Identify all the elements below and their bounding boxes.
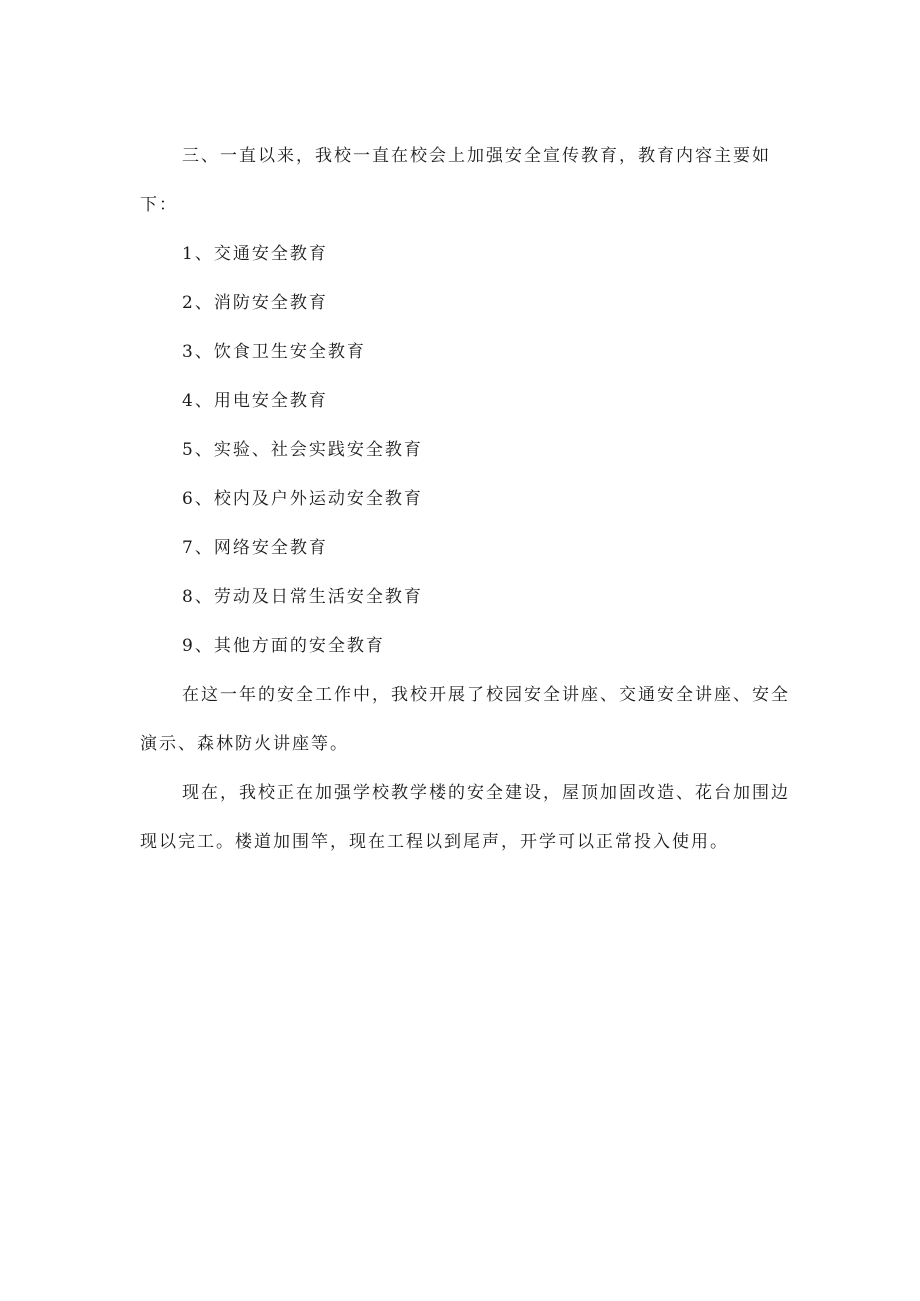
document-body: [140, 132, 800, 867]
list-item: 7、网络安全教育: [182, 538, 328, 558]
education-content-list: [140, 230, 800, 671]
list-item: 9、其他方面的安全教育: [182, 636, 385, 656]
list-item: 1、交通安全教育: [182, 244, 328, 264]
construction-paragraph: 现在，我校正在加强学校教学楼的安全建设，屋顶加固改造、花台加围边现以完工。楼道加围竿，现在工程以到尾声，开学可以正常投入使用。: [140, 783, 790, 852]
intro-paragraph: 三、一直以来，我校一直在校会上加强安全宣传教育，教育内容主要如下：: [140, 146, 771, 215]
list-item: 3、饮食卫生安全教育: [182, 342, 366, 362]
safety-work-paragraph: 在这一年的安全工作中，我校开展了校园安全讲座、交通安全讲座、安全演示、森林防火讲座等。: [140, 685, 790, 754]
list-item: 4、用电安全教育: [182, 391, 328, 411]
list-item: 5、实验、社会实践安全教育: [182, 440, 423, 460]
list-item: 8、劳动及日常生活安全教育: [182, 587, 423, 607]
list-item: 6、校内及户外运动安全教育: [182, 489, 423, 509]
list-item: 2、消防安全教育: [182, 293, 328, 313]
